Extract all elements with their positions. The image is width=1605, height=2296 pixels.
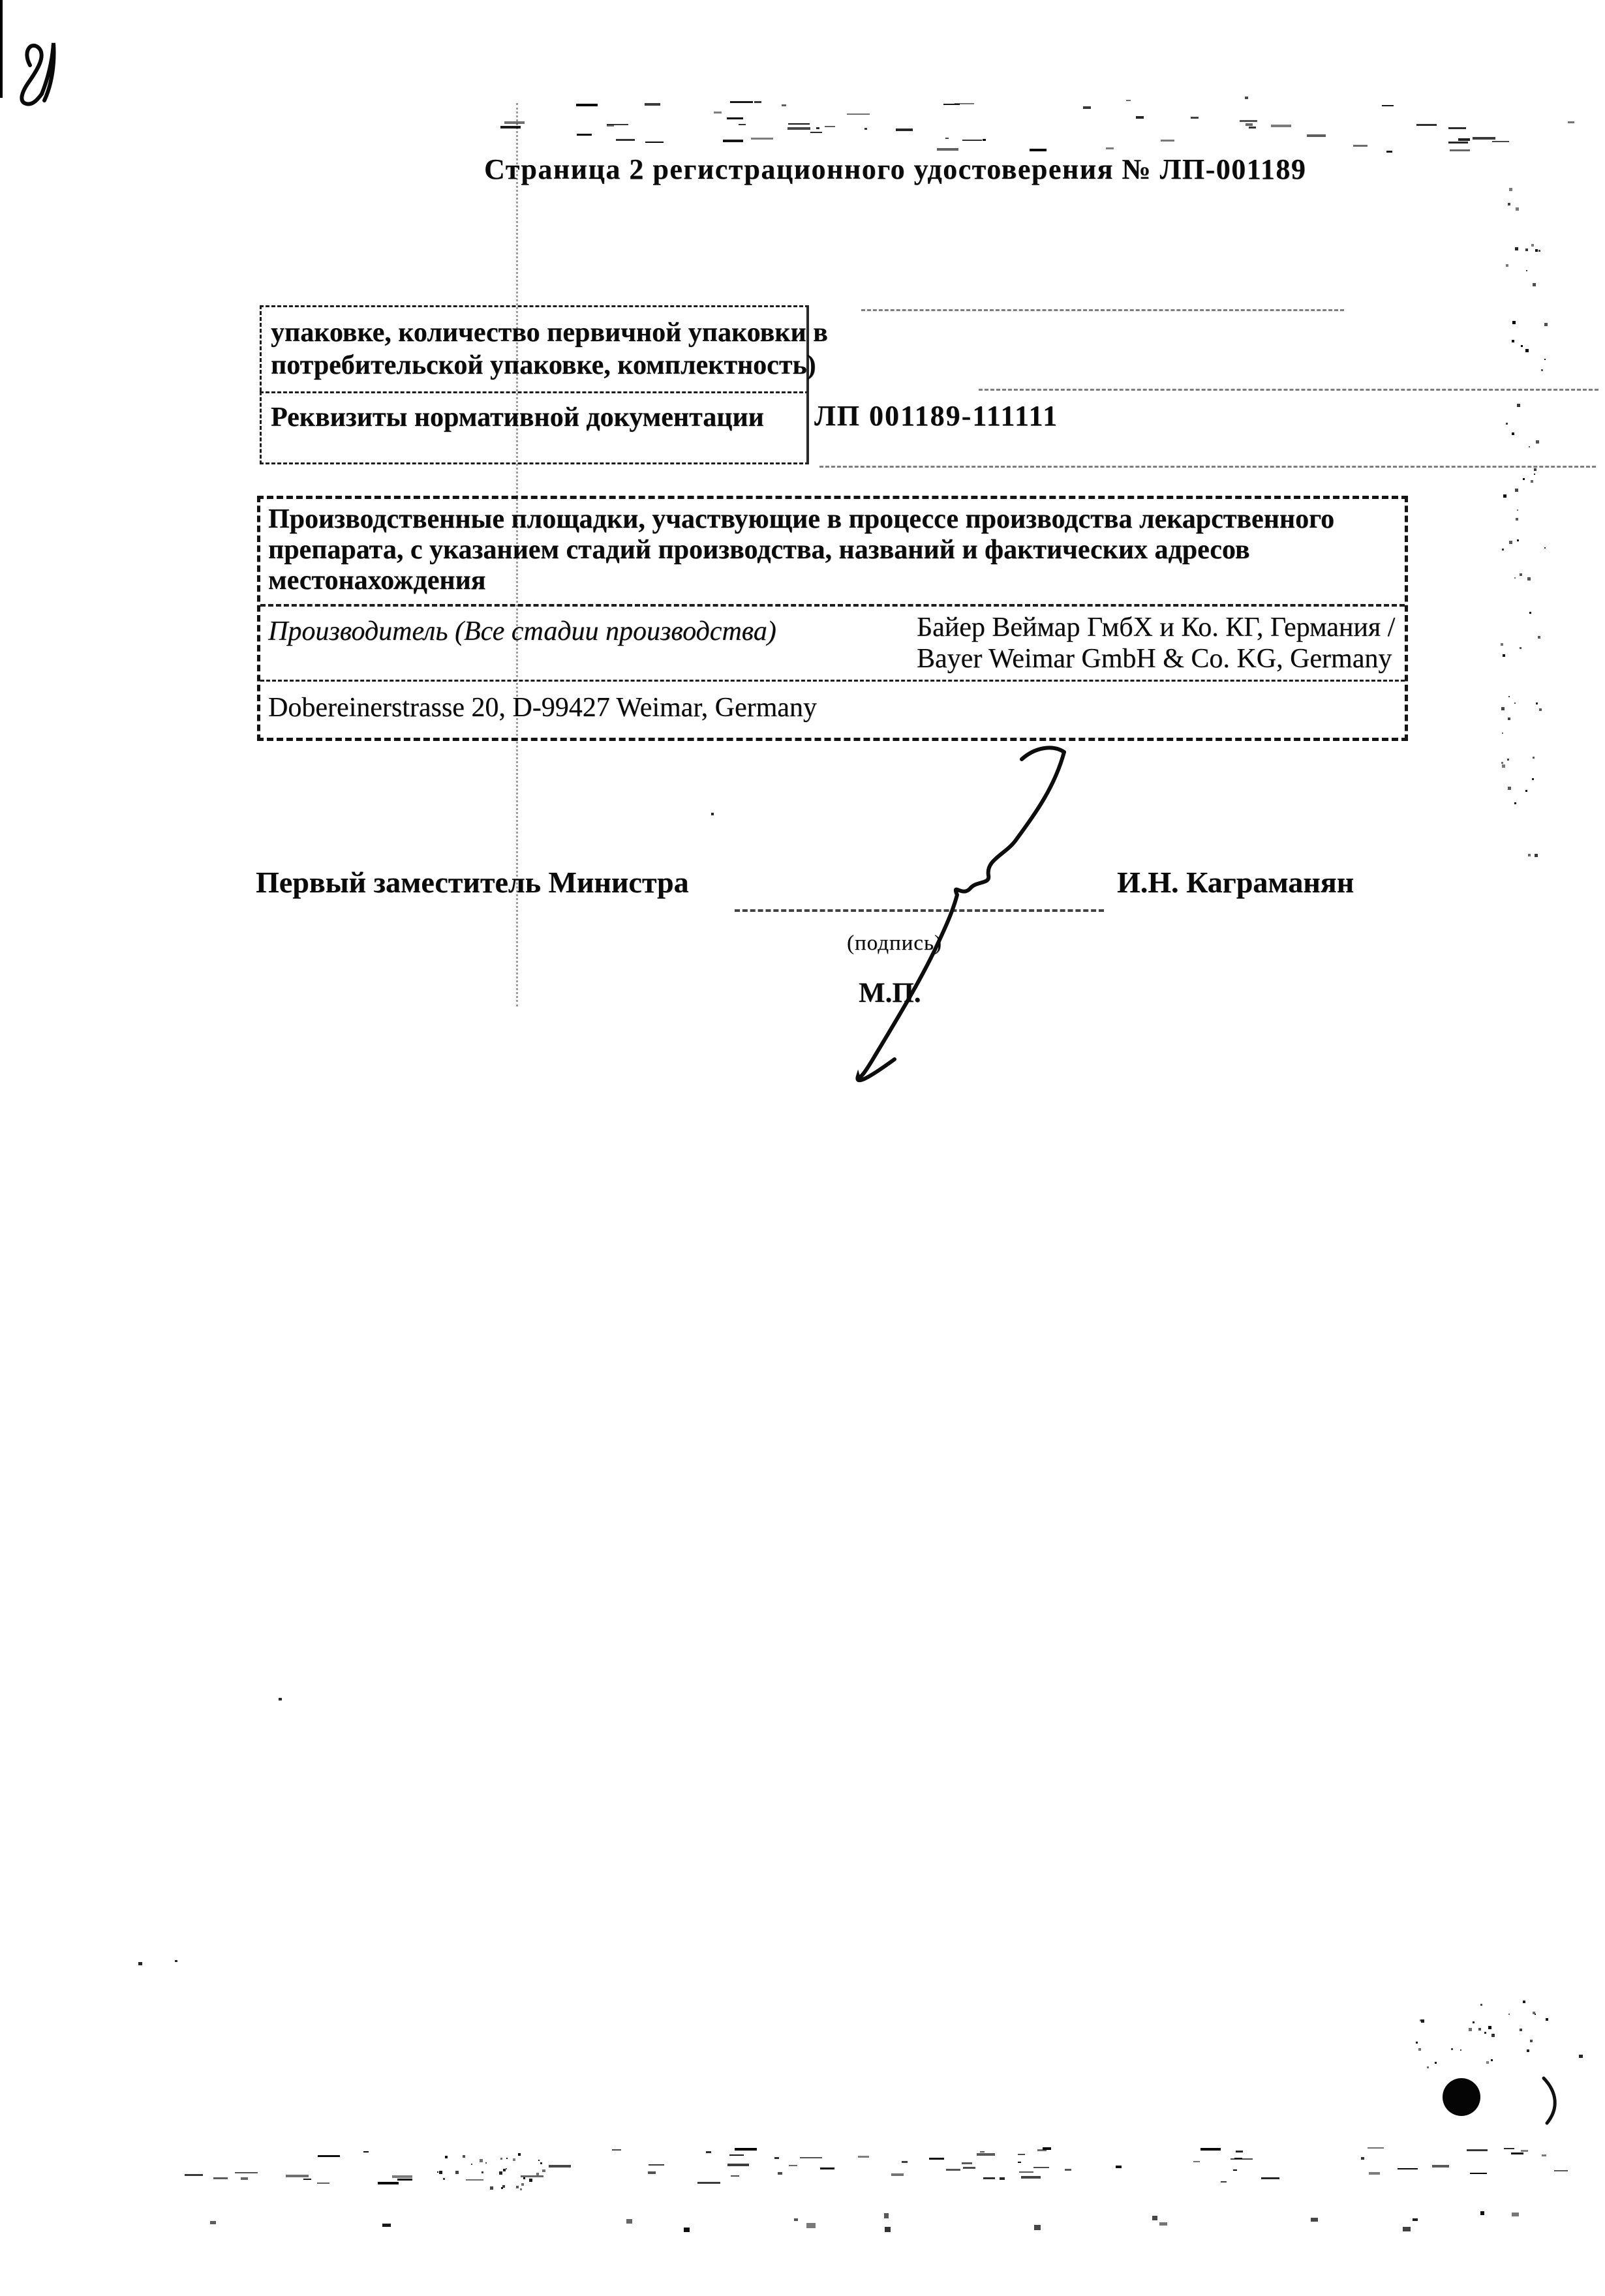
scan-speck (1152, 2216, 1157, 2220)
scan-speck (1307, 134, 1326, 137)
scan-speck (1451, 2048, 1453, 2050)
scan-speck (1538, 636, 1540, 639)
scan-speck (963, 2167, 975, 2169)
scan-speck (542, 2169, 545, 2172)
production-table-header: Производственные площадки, участвующие в процессе производства лекарственного препарата, с указанием стадий производства, названий и фактических адресов местонахождения (260, 499, 1405, 607)
signature-line (735, 909, 1104, 912)
scan-speck (645, 103, 660, 106)
scan-speck (213, 2177, 228, 2179)
scan-speck (1000, 2177, 1005, 2180)
production-table (257, 496, 1408, 741)
scan-speck (1413, 2218, 1418, 2221)
scan-speck (1435, 2062, 1437, 2064)
scan-speck (1193, 2161, 1200, 2162)
scan-speck (1369, 2172, 1380, 2175)
scan-speck (810, 132, 822, 133)
producer-address: Dobereinerstrasse 20, D-99427 Weimar, Germany (268, 693, 817, 723)
scan-speck (962, 2162, 972, 2164)
scan-speck (977, 2153, 995, 2156)
scan-speck (1126, 100, 1131, 101)
scan-speck (1469, 2028, 1472, 2031)
scan-speck (929, 2158, 944, 2160)
producer-row (260, 607, 1405, 682)
scan-speck (1525, 349, 1529, 352)
scan-speck (1527, 2049, 1529, 2052)
scan-speck (506, 2168, 507, 2169)
scan-speck (1161, 140, 1174, 142)
scan-speck (789, 2165, 797, 2166)
scan-speck (516, 2186, 519, 2188)
scan-speck (1234, 2158, 1242, 2159)
scan-speck (1533, 2012, 1535, 2014)
scan-speck (1506, 264, 1508, 267)
scan-speck (1514, 702, 1516, 704)
scan-speck (794, 2218, 798, 2221)
scan-speck (1521, 345, 1523, 347)
scan-speck (1480, 2211, 1484, 2215)
scan-speck (1531, 244, 1534, 247)
scan-speck (500, 2158, 502, 2160)
scan-speck (286, 2175, 309, 2177)
scan-speck (138, 1962, 142, 1965)
table-border-fragment (861, 309, 1344, 311)
scan-speck (482, 2171, 483, 2173)
scan-speck (626, 2219, 632, 2224)
scan-speck (1506, 423, 1508, 425)
scan-speck (1527, 577, 1531, 581)
page-title: Страница 2 регистрационного удостоверения № ЛП-001189 (484, 153, 1307, 185)
scan-speck (1508, 203, 1510, 205)
producer-label: Производитель (Все стадии производства) (268, 616, 776, 646)
scan-speck (902, 2161, 908, 2163)
scan-speck (529, 2179, 532, 2182)
scan-speck (1514, 802, 1516, 804)
scan-speck (1240, 120, 1257, 122)
scan-speck (727, 117, 743, 119)
packaging-table (260, 305, 828, 464)
scan-speck (1535, 854, 1538, 857)
scan-speck (1554, 2170, 1568, 2171)
scan-speck (847, 113, 870, 115)
scan-speck (1018, 2162, 1021, 2163)
scan-speck (175, 1960, 177, 1962)
scan-speck (1467, 2149, 1488, 2151)
scan-speck (778, 2172, 782, 2175)
paren-scan-artifact (1544, 2078, 1555, 2123)
scan-speck (1353, 145, 1368, 147)
scan-speck (697, 2182, 720, 2184)
scan-speck (714, 112, 722, 113)
scan-speck (1512, 2213, 1519, 2216)
scan-speck (437, 2171, 438, 2173)
scan-speck (1515, 489, 1518, 492)
table-border-fragment (819, 466, 1596, 468)
scan-speck (1491, 2059, 1493, 2061)
scan-speck (1536, 702, 1538, 704)
scan-speck (1382, 105, 1394, 106)
scan-speck (1311, 2218, 1318, 2222)
scan-speck (1486, 2061, 1489, 2064)
scan-speck (1065, 2169, 1071, 2171)
scan-speck (1033, 2167, 1049, 2168)
scan-speck (1512, 340, 1514, 342)
scan-speck (185, 2174, 203, 2176)
requisites-value: ЛП 001189-111111 (814, 400, 1059, 432)
scan-speck (739, 124, 746, 125)
scan-speck (1523, 2001, 1525, 2003)
scan-speck (1246, 123, 1253, 126)
scan-speck (1532, 778, 1534, 780)
scan-speck (787, 127, 810, 130)
scan-speck (858, 2156, 869, 2158)
table-border-fragment (979, 389, 1598, 391)
producer-value-ru: Байер Веймар ГмбХ и Ко. КГ, Германия / (917, 612, 1396, 642)
scan-speck (1460, 2049, 1461, 2051)
scan-speck (480, 2159, 483, 2162)
scan-speck (513, 2158, 515, 2161)
scan-speck (1507, 759, 1509, 761)
scan-speck (754, 101, 761, 103)
scan-speck (1245, 97, 1248, 99)
scan-speck (1386, 151, 1392, 153)
scan-speck (1579, 2055, 1583, 2058)
scan-speck (1529, 446, 1530, 447)
scan-speck (1542, 2154, 1546, 2156)
scan-speck (540, 2162, 542, 2164)
requisites-label: Реквизиты нормативной документации (271, 402, 764, 432)
scan-speck (1018, 2154, 1025, 2155)
scan-speck (684, 2228, 690, 2232)
scan-speck (1420, 2019, 1422, 2021)
scan-speck (1416, 2042, 1418, 2044)
scan-speck (962, 140, 982, 141)
scan-speck (1520, 647, 1521, 649)
scan-speck (864, 128, 867, 130)
scan-speck (1450, 149, 1470, 151)
scan-speck (1418, 2048, 1421, 2051)
scan-speck (1502, 549, 1504, 551)
scan-speck (645, 142, 664, 143)
scan-speck (1233, 2169, 1237, 2171)
scan-speck (1116, 2166, 1122, 2168)
scan-speck (607, 124, 628, 125)
scan-speck (576, 104, 598, 106)
scan-speck (820, 2168, 834, 2169)
handwritten-number-21-icon (22, 43, 54, 104)
scan-speck (1509, 188, 1512, 191)
scan-speck (1502, 733, 1503, 734)
scan-speck (1517, 509, 1518, 511)
scan-speck (485, 2162, 487, 2164)
scan-speck (1480, 2004, 1482, 2006)
scan-speck (523, 2177, 525, 2179)
scan-speck (729, 2154, 744, 2156)
scan-speck (463, 2155, 465, 2158)
scan-speck (1504, 2148, 1514, 2149)
scan-speck (1484, 2032, 1486, 2034)
scan-speck (1514, 577, 1516, 579)
scan-speck (1271, 125, 1291, 127)
scan-speck (885, 2227, 891, 2232)
scan-speck (1530, 2040, 1533, 2042)
scan-speck (806, 2223, 816, 2228)
scan-speck (727, 2164, 749, 2166)
scan-speck (503, 2169, 506, 2171)
scan-speck (1546, 2018, 1548, 2021)
scan-speck (1544, 547, 1546, 549)
scan-speck (1529, 612, 1531, 614)
scan-speck (946, 2169, 960, 2171)
scan-speck (782, 104, 786, 106)
scan-speck (1533, 283, 1536, 286)
scan-speck (1501, 707, 1505, 710)
signature-stroke (857, 748, 1064, 1080)
scan-speck (499, 2171, 502, 2175)
scan-speck (1021, 2176, 1041, 2179)
scan-speck (279, 1698, 282, 1700)
scan-speck (983, 139, 986, 141)
scan-speck (518, 2153, 521, 2156)
scan-speck (1470, 2173, 1487, 2174)
scan-speck (549, 2165, 571, 2168)
scan-speck (1200, 2148, 1221, 2151)
scan-speck (506, 2158, 508, 2159)
scan-speck (1221, 2181, 1227, 2183)
scan-speck (649, 2164, 664, 2166)
scan-speck (1512, 432, 1514, 435)
scan-speck (1544, 323, 1548, 326)
scan-speck (471, 2164, 472, 2165)
scan-speck (1037, 2149, 1047, 2151)
scan-speck (392, 2175, 412, 2178)
scan-speck (730, 101, 753, 103)
scan-speck (1368, 2147, 1384, 2149)
scan-speck (896, 128, 913, 131)
scan-speck (1261, 2177, 1279, 2179)
scan-speck (1501, 643, 1503, 646)
scan-speck (1106, 147, 1114, 149)
scan-speck (500, 126, 521, 128)
scan-speck (504, 121, 525, 124)
scan-speck (538, 2160, 540, 2161)
scan-speck (648, 2171, 656, 2174)
scan-speck (439, 2171, 442, 2174)
scan-speck (1488, 2026, 1491, 2029)
scan-speck (1525, 790, 1527, 792)
scan-speck (1236, 2151, 1243, 2152)
scan-speck (502, 2185, 505, 2188)
scan-speck (1503, 654, 1505, 657)
scan-speck (1503, 494, 1506, 498)
scan-speck (723, 140, 743, 142)
scan-speck (241, 2177, 248, 2180)
official-name: И.Н. Каграманян (1117, 866, 1354, 899)
scan-speck (1448, 127, 1466, 129)
scan-speck (1520, 2029, 1522, 2031)
scan-speck (1473, 137, 1495, 140)
scan-speck (1493, 2034, 1494, 2035)
scan-speck (1526, 270, 1527, 271)
scan-speck (955, 103, 974, 104)
scan-speck (1534, 474, 1535, 475)
scan-speck (1427, 2066, 1429, 2068)
scan-speck (1538, 250, 1540, 252)
scan-speck (774, 2157, 779, 2159)
hole-punch-dot (1443, 2078, 1480, 2116)
scan-speck (937, 148, 958, 151)
scan-speck (317, 2183, 329, 2184)
scan-speck (1509, 541, 1512, 544)
packaging-continuation-line2: потребительской упаковке, комплектность) (271, 350, 816, 380)
official-title: Первый заместитель Министра (256, 866, 689, 899)
scan-speck (1403, 2227, 1411, 2231)
scan-speck (521, 2183, 524, 2186)
scan-speck (788, 123, 810, 125)
scan-speck (1520, 573, 1522, 576)
scan-speck (945, 138, 949, 139)
scan-speck (980, 2151, 985, 2152)
scan-speck (1541, 369, 1543, 371)
scan-speck (1448, 142, 1468, 144)
packaging-continuation-cell (260, 305, 828, 391)
scan-speck (1501, 762, 1503, 764)
scan-speck (536, 2173, 539, 2175)
scan-speck (455, 2171, 459, 2174)
seal-abbreviation: М.П. (859, 978, 921, 1008)
scan-speck (1533, 757, 1535, 759)
scan-speck (1512, 321, 1516, 324)
scan-speck (1030, 149, 1047, 151)
scan-speck (884, 2213, 889, 2218)
scan-speck (1523, 478, 1525, 480)
scan-speck (1159, 2222, 1167, 2226)
scan-speck (825, 126, 835, 127)
scan-speck (1525, 249, 1528, 251)
scan-speck (816, 127, 819, 129)
scan-speck (711, 813, 714, 815)
scan-speck (1508, 718, 1510, 720)
scan-speck (235, 2172, 258, 2173)
scan-speck (1508, 696, 1510, 697)
scan-speck (397, 2179, 412, 2181)
scan-speck (1083, 106, 1091, 109)
scan-speck (1516, 207, 1519, 211)
scan-speck (1473, 2021, 1475, 2023)
scan-speck (612, 2149, 621, 2151)
scan-speck (1361, 2157, 1364, 2160)
scan-speck (577, 134, 592, 136)
scan-speck (1515, 247, 1518, 250)
scan-speck (1511, 2152, 1523, 2154)
scan-speck (1492, 141, 1509, 142)
scan-speck (1034, 2225, 1041, 2230)
scan-speck (1521, 2150, 1528, 2152)
scan-speck (1478, 2028, 1481, 2031)
scan-speck (1568, 121, 1574, 123)
scan-speck (1539, 708, 1542, 711)
producer-value (914, 607, 1400, 680)
scan-speck (1432, 2165, 1449, 2168)
scan-speck (318, 2155, 340, 2157)
scan-speck (891, 2173, 904, 2176)
scan-speck (445, 2156, 448, 2158)
packaging-continuation-line1: упаковке, количество первичной упаковки в (271, 318, 828, 348)
scan-speck (1458, 138, 1470, 141)
scan-speck (1528, 854, 1531, 856)
requisites-label-cell (260, 391, 809, 464)
scan-speck (1536, 440, 1539, 444)
scan-speck (735, 2148, 757, 2151)
scan-speck (1531, 480, 1533, 483)
signature-caption: (подпись) (847, 931, 942, 955)
scan-speck (1508, 787, 1511, 790)
scan-speck (800, 2157, 822, 2158)
scan-speck (1191, 117, 1199, 119)
scan-speck (466, 2179, 483, 2181)
scan-speck (1508, 2014, 1510, 2015)
scan-speck (1502, 764, 1505, 768)
scan-speck (1398, 2168, 1418, 2169)
scan-speck (751, 138, 773, 140)
scan-speck (616, 139, 635, 141)
scan-speck (1516, 518, 1518, 521)
scanner-edge-artifact (0, 0, 3, 98)
producer-value-en: Bayer Weimar GmbH & Co. KG, Germany (917, 644, 1392, 674)
scan-speck (1416, 124, 1437, 126)
scan-speck (378, 2182, 399, 2184)
scan-speck (363, 2151, 369, 2152)
scan-speck (210, 2221, 216, 2224)
scan-speck (520, 2188, 522, 2190)
scan-speck (983, 2177, 995, 2179)
scan-speck (1517, 539, 1519, 541)
scan-speck (490, 2186, 493, 2190)
scan-speck (382, 2224, 391, 2227)
scan-speck (1544, 359, 1546, 360)
scan-speck (443, 2178, 445, 2180)
scan-speck (731, 2175, 739, 2177)
scan-speck (706, 2151, 711, 2153)
scan-speck (1534, 468, 1536, 471)
scan-speck (1249, 127, 1256, 128)
scan-speck (1136, 116, 1144, 119)
scan-speck (1535, 249, 1538, 252)
scan-speck (303, 2179, 311, 2180)
scan-speck (1517, 404, 1520, 407)
scan-speck (1019, 2171, 1033, 2173)
